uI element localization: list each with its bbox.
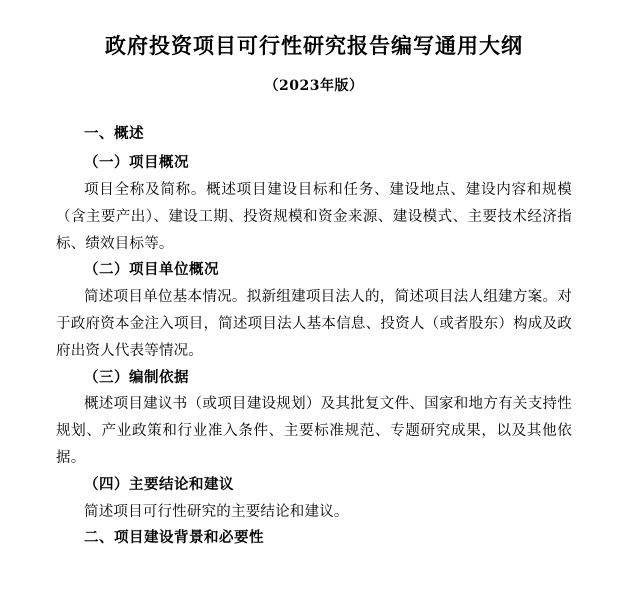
subsection-heading-1-1: （一）项目概况 xyxy=(84,154,189,172)
paragraph-1-4: 简述项目可行性研究的主要结论和建议。 xyxy=(84,503,349,520)
subsection-heading-1-3: （三）编制依据 xyxy=(84,368,189,386)
paragraph-1-2: 简述项目单位基本情况。拟新组建项目法人的，简述项目法人组建方案。对于政府资本金注入项目，简述项目法人基本信息、投资人（或者股东）构成及政府出资人代表等情况。 xyxy=(56,289,572,359)
section-heading-1: 一、概述 xyxy=(84,125,144,143)
subsection-heading-1-2: （二）项目单位概况 xyxy=(84,261,219,279)
document-subtitle: （2023年版） xyxy=(264,78,364,95)
paragraph-1-1: 项目全称及简称。概述项目建设目标和任务、建设地点、建设内容和规模（含主要产出）、建设工期、投资规模和资金来源、建设模式、主要技术经济指标、绩效目标等。 xyxy=(56,181,572,252)
paragraph-1-3: 概述项目建议书（或项目建设规划）及其批复文件、国家和地方有关支持性规划、产业政策和行业准入条件、主要标准规范、专题研究成果，以及其他依据。 xyxy=(56,396,572,467)
subsection-heading-1-4: （四）主要结论和建议 xyxy=(84,475,234,493)
document-body xyxy=(56,121,572,552)
section-heading-2: 二、项目建设背景和必要性 xyxy=(84,529,264,547)
document-title: 政府投资项目可行性研究报告编写通用大纲 xyxy=(105,33,523,58)
